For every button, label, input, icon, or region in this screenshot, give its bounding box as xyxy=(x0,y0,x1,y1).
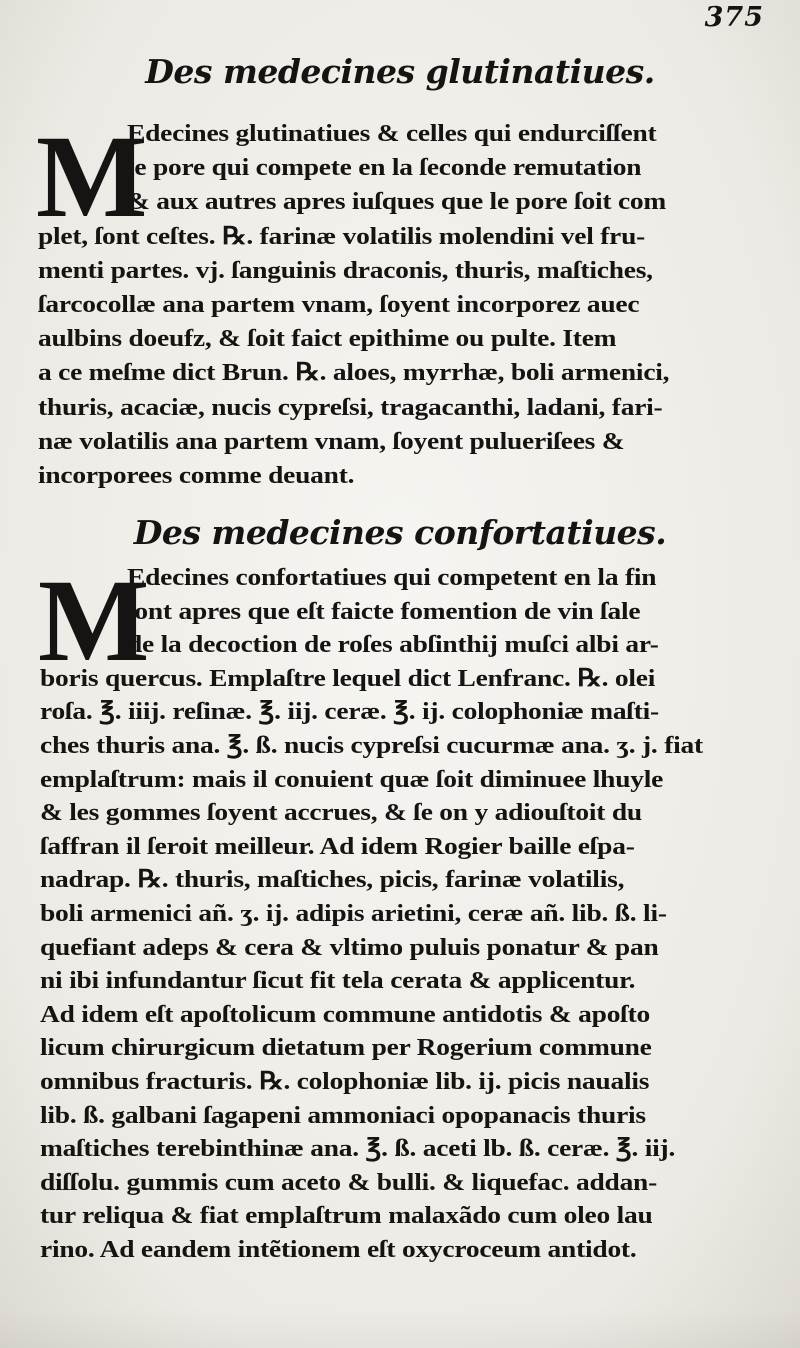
text-line: roſa. ℥. iiij. reſinæ. ℥. iij. ceræ. ℥. ij. colophoniæ maſti- xyxy=(40,698,659,726)
drop-cap-initial: M xyxy=(38,555,150,686)
text-line: lib. ß. galbani ſagapeni ammoniaci opopanacis thuris xyxy=(40,1101,646,1129)
drop-cap-initial: M xyxy=(36,111,148,242)
text-line: tur reliqua & fiat emplaſtrum malaxãdo cum oleo lau xyxy=(40,1202,653,1230)
text-line: aulbins doeufz, & ſoit faict epithime ou pulte. Item xyxy=(38,325,617,353)
text-line: diſſolu. gummis cum aceto & bulli. & liquefac. addan- xyxy=(40,1168,658,1196)
text-line: incorporees comme deuant. xyxy=(38,462,355,489)
page-edge-shadow xyxy=(0,1308,800,1348)
text-line: Edecines glutinatiues & celles qui endurciſſent xyxy=(127,120,657,147)
text-line: næ volatilis ana partem vnam, ſoyent pulueriſees & xyxy=(38,427,625,455)
text-line: de la decoction de roſes abſinthij muſci albi ar- xyxy=(127,631,659,659)
text-line: Ad idem eſt apoſtolicum commune antidotis & apoſto xyxy=(40,1000,651,1028)
text-line: licum chirurgicum dietatum per Rogerium commune xyxy=(40,1034,652,1062)
text-line: quefiant adeps & cera & vltimo puluis ponatur & pan xyxy=(40,933,659,961)
text-line: plet, ſont ceſtes. ℞. farinæ volatilis molendini vel fru- xyxy=(38,222,646,250)
text-line: nadrap. ℞. thuris, maſtiches, picis, farinæ volatilis, xyxy=(40,866,625,894)
section-heading-confortatiues: Des medecines confortatiues. xyxy=(133,513,667,552)
text-line: rino. Ad eandem intẽtionem eſt oxycroceum antidot. xyxy=(40,1236,637,1263)
text-line: emplaſtrum: mais il conuient quæ ſoit diminuee lhuyle xyxy=(40,765,664,793)
text-line: ſont apres que eſt faicte fomention de vin ſale xyxy=(127,597,641,625)
text-line: le pore qui compete en la ſeconde remutation xyxy=(127,154,642,182)
text-line: a ce meſme dict Brun. ℞. aloes, myrrhæ, boli armenici, xyxy=(38,359,670,387)
text-line: ſarcocollæ ana partem vnam, ſoyent incorporez auec xyxy=(38,291,640,318)
text-line: & aux autres apres iuſques que le pore ſoit com xyxy=(127,188,667,216)
text-line: ni ibi infundantur ſicut fit tela cerata & applicentur. xyxy=(40,967,636,995)
text-line: ches thuris ana. ℥. ß. nucis cypreſsi cucurmæ ana. ʒ. j. fiat xyxy=(40,732,703,759)
text-line: boris quercus. Emplaſtre lequel dict Lenfranc. ℞. olei xyxy=(40,664,656,692)
section-heading-glutinatiues: Des medecines glutinatiues. xyxy=(145,52,655,91)
text-line: boli armenici añ. ʒ. ij. adipis arietini, ceræ añ. lib. ß. li- xyxy=(40,900,667,927)
text-line: ſaffran il ſeroit meilleur. Ad idem Rogier baille eſpa- xyxy=(40,832,635,860)
page-number: 375 xyxy=(704,2,764,33)
text-line: & les gommes ſoyent accrues, & ſe on y adiouſtoit du xyxy=(40,799,642,827)
text-line: Edecines confortatiues qui competent en la fin xyxy=(127,564,657,591)
text-line: maſtiches terebinthinæ ana. ℥. ß. aceti lb. ß. ceræ. ℥. iij. xyxy=(40,1135,676,1163)
text-line: thuris, acaciæ, nucis cypreſsi, tragacanthi, ladani, fari- xyxy=(38,393,663,421)
text-line: menti partes. vj. ſanguinis draconis, thuris, maſtiches, xyxy=(38,256,653,284)
text-line: omnibus fracturis. ℞. colophoniæ lib. ij. picis naualis xyxy=(40,1068,650,1095)
